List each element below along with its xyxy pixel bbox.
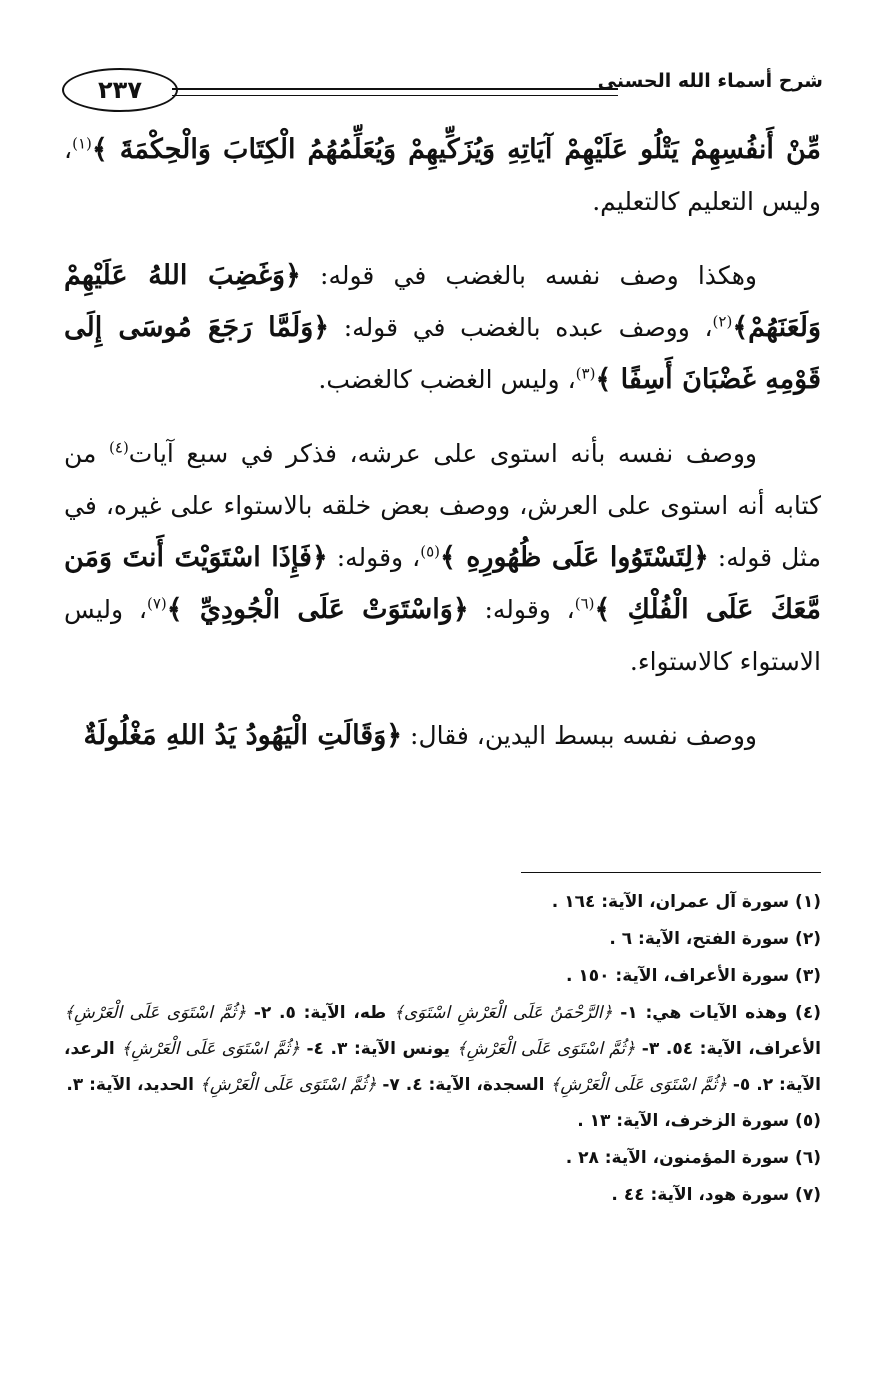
text-run: (٤) وهذه الآيات هي: ١- xyxy=(612,1003,821,1023)
quran-verse: مِّنْ أَنفُسِهِمْ يَتْلُو عَلَيْهِمْ آيَاتِهِ وَيُزَكِّيهِمْ وَيُعَلِّمُهُمُ الْكِتَابَ وَالْحِكْمَةَ ﴾ xyxy=(91,134,821,165)
footnote-4 xyxy=(64,995,821,1103)
quran-verse: ﴿الرَّحْمَنُ عَلَى الْعَرْشِ اسْتَوَى﴾ xyxy=(393,1003,613,1023)
text-run: ، وليس الغضب كالغضب. xyxy=(318,365,576,394)
footnote-ref-6[interactable]: (٦) xyxy=(574,594,595,613)
text-run: ، وليس التعليم كالتعليم. xyxy=(64,135,821,216)
paragraph-4 xyxy=(64,710,821,762)
quran-verse: ﴿وَقَالَتِ الْيَهُودُ يَدُ اللهِ مَغْلُولَةٌ xyxy=(83,720,403,751)
quran-verse: ﴿فَإِذَا اسْتَوَيْتَ أَنتَ وَمَن مَّعَكَ عَلَى الْفُلْكِ ﴾ xyxy=(64,542,821,625)
text-run: الحديد، الآية: ٣. xyxy=(66,1075,200,1095)
quran-verse: ﴿وَاسْتَوَتْ عَلَى الْجُودِيِّ ﴾ xyxy=(166,594,469,625)
text-run: يونس الآية: ٣. ٤- xyxy=(299,1039,457,1059)
text-run: ووصف نفسه بأنه استوى على عرشه، فذكر في سبع آيات xyxy=(128,439,758,468)
text-run: طه، الآية: ٥. ٢- xyxy=(246,1003,394,1023)
quran-verse: ﴿ثُمَّ اسْتَوَى عَلَى الْعَرْشِ﴾ xyxy=(456,1039,636,1059)
footnote-5: (٥) سورة الزخرف، الآية: ١٣ . xyxy=(577,1111,821,1131)
text-run: السجدة، الآية: ٤. ٧- xyxy=(376,1075,551,1095)
quran-verse: ﴿ثُمَّ اسْتَوَى عَلَى الْعَرْشِ﴾ xyxy=(550,1075,727,1095)
quran-verse: ﴿وَلَمَّا رَجَعَ مُوسَى إِلَى قَوْمِهِ غَضْبَانَ أَسِفًا ﴾ xyxy=(64,312,821,395)
footnote-ref-3[interactable]: (٣) xyxy=(575,364,596,383)
header-rule xyxy=(172,88,618,96)
text-run: ، وقوله: xyxy=(327,543,421,572)
quran-verse: ﴿وَغَضِبَ اللهُ عَلَيْهِمْ وَلَعَنَهُمْ﴾ xyxy=(64,260,822,343)
page-header xyxy=(62,66,823,126)
quran-verse: ﴿لِتَسْتَوُوا عَلَى ظُهُورِهِ ﴾ xyxy=(440,542,709,573)
text-run: الرعد، الآية: ٢. ٥- xyxy=(64,1039,821,1095)
text-run: ، ووصف عبده بالغضب في قوله: xyxy=(329,313,713,342)
footnote-ref-2[interactable]: (٢) xyxy=(712,312,733,331)
footnote-separator xyxy=(521,872,821,873)
text-run: ، وليس الاستواء كالاستواء. xyxy=(64,595,821,676)
footnote-ref-4[interactable]: (٤) xyxy=(109,438,129,457)
footnote-6: (٦) سورة المؤمنون، الآية: ٢٨ . xyxy=(565,1148,821,1168)
paragraph-1 xyxy=(64,124,821,228)
quran-verse: ﴿ثُمَّ اسْتَوَى عَلَى الْعَرْشِ﴾ xyxy=(64,1003,247,1023)
footnote-3: (٣) سورة الأعراف، الآية: ١٥٠ . xyxy=(565,966,821,986)
paragraph-2 xyxy=(64,250,821,406)
footnotes xyxy=(64,884,821,1214)
text-run: وهكذا وصف نفسه بالغضب في قوله: xyxy=(300,261,757,290)
text-run: الأعراف، الآية: ٥٤. ٣- xyxy=(635,1039,821,1059)
main-text xyxy=(64,124,821,784)
footnote-ref-1[interactable]: (١) xyxy=(72,134,92,153)
text-run: ، وقوله: xyxy=(468,595,575,624)
footnote-ref-5[interactable]: (٥) xyxy=(420,542,440,561)
text-run: ووصف نفسه ببسط اليدين، فقال: xyxy=(402,721,757,750)
paragraph-3 xyxy=(64,428,821,688)
quran-verse: ﴿ثُمَّ اسْتَوَى عَلَى الْعَرْشِ﴾ xyxy=(121,1039,300,1059)
text-run: من كتابه أنه استوى على العرش، ووصف بعض خلقه بالاستواء على غيره، في مثل قوله: xyxy=(64,439,821,572)
footnote-ref-7[interactable]: (٧) xyxy=(146,594,167,613)
running-title: شرح أسماء الله الحسنى xyxy=(597,70,823,92)
footnote-2: (٢) سورة الفتح، الآية: ٦ . xyxy=(609,929,821,949)
quran-verse: ﴿ثُمَّ اسْتَوَى عَلَى الْعَرْشِ﴾ xyxy=(199,1075,377,1095)
footnote-1: (١) سورة آل عمران، الآية: ١٦٤ . xyxy=(551,892,821,912)
footnote-7: (٧) سورة هود، الآية: ٤٤ . xyxy=(611,1185,821,1205)
page-number: ٢٣٧ xyxy=(62,68,178,112)
